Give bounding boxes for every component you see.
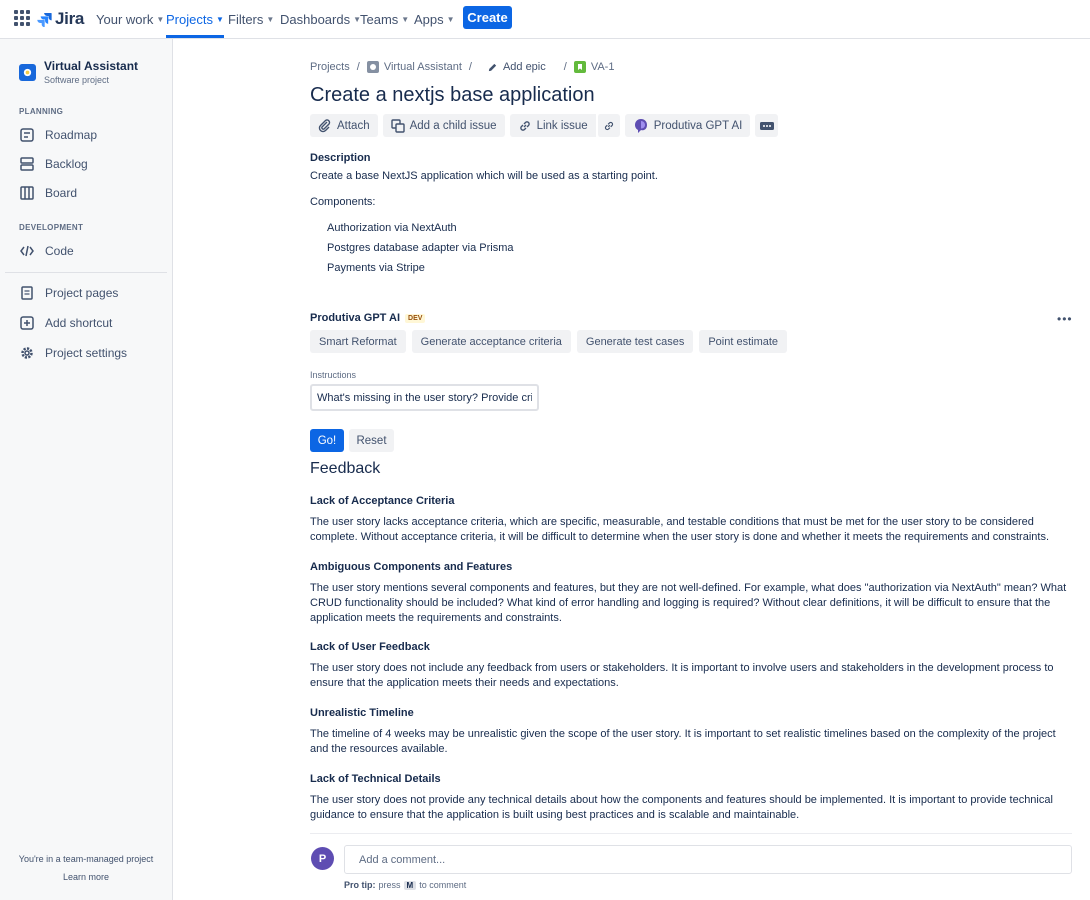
planning-section-label: PLANNING <box>19 107 64 116</box>
pro-tip-press: press <box>378 880 401 890</box>
components-label: Components: <box>310 196 376 208</box>
breadcrumb-epic-label: Add epic <box>502 61 546 73</box>
chevron-down-icon: ▼ <box>266 14 275 24</box>
jira-mark-icon <box>37 12 52 27</box>
sidebar-project-name[interactable]: Virtual Assistant <box>44 59 139 73</box>
link-issue-button[interactable] <box>510 114 596 137</box>
gpt-panel-title: Produtiva GPT AI <box>310 312 401 324</box>
chevron-down-icon: ▼ <box>446 14 455 24</box>
feedback-heading: Unrealistic Timeline <box>310 707 414 719</box>
nav-apps[interactable] <box>414 0 455 38</box>
chevron-down-icon: ▼ <box>156 14 165 24</box>
avatar[interactable]: P <box>311 847 334 870</box>
instructions-label: Instructions <box>310 370 357 380</box>
generate-acceptance-criteria-button[interactable]: Generate acceptance criteria <box>412 330 571 353</box>
child-issue-icon <box>391 119 405 133</box>
breadcrumb-add-epic[interactable] <box>487 61 546 73</box>
sidebar <box>0 39 173 900</box>
link-issue-label: Link issue <box>536 119 588 132</box>
sidebar-item-label: Project settings <box>45 346 128 360</box>
sidebar-item-roadmap[interactable] <box>19 125 97 145</box>
generate-test-cases-button[interactable]: Generate test cases <box>577 330 693 353</box>
gpt-actions <box>310 330 787 353</box>
nav-label: Dashboards <box>280 11 351 27</box>
pro-tip-label: Pro tip: <box>344 880 376 890</box>
feedback-text: The user story mentions several components and features, but they are not well-defined. For example, what does "authorization via NextAuth" mean? What CRUD functionality should be included? What kind of error handling and logging is required? Without clear definitions, it will be difficult to ensure that the application meets the requirements and constraints. <box>310 582 1067 624</box>
sidebar-project-type: Software project <box>44 75 110 85</box>
breadcrumb-issue-key: VA-1 <box>590 61 615 73</box>
add-child-issue-label: Add a child issue <box>409 119 497 132</box>
divider <box>310 833 1072 834</box>
keyboard-key: M <box>404 881 417 890</box>
sidebar-item-add-shortcut[interactable] <box>19 313 112 333</box>
shortcut-icon <box>19 315 35 331</box>
sidebar-item-label: Add shortcut <box>45 316 113 330</box>
sidebar-item-label: Board <box>45 186 78 200</box>
smart-reformat-button[interactable]: Smart Reformat <box>310 330 406 353</box>
feedback-heading: Lack of User Feedback <box>310 641 430 653</box>
sidebar-item-project-pages[interactable] <box>19 283 118 303</box>
gear-icon <box>19 345 35 361</box>
breadcrumb-projects[interactable]: Projects <box>310 61 350 73</box>
app-switcher-icon[interactable] <box>14 10 30 26</box>
jira-logo-text: Jira <box>55 9 85 28</box>
nav-dashboards[interactable] <box>280 0 361 38</box>
feedback-text: The user story does not provide any technical details about how the components and features should be implemented. It is important to provide technical guidance to ensure that the application is built using best practices and is scalable and maintainable. <box>310 794 1053 821</box>
description-label: Description <box>310 152 371 164</box>
web-link-icon <box>603 120 615 132</box>
breadcrumb <box>310 60 614 74</box>
breadcrumb-separator: / <box>563 61 567 73</box>
roadmap-icon <box>19 127 35 143</box>
sidebar-item-project-settings[interactable] <box>19 343 127 363</box>
link-icon <box>518 119 532 133</box>
attach-button[interactable] <box>310 114 378 137</box>
sidebar-item-label: Roadmap <box>45 128 98 142</box>
feedback-heading: Ambiguous Components and Features <box>310 561 513 573</box>
produtiva-logo-icon <box>633 118 649 134</box>
comment-placeholder: Add a comment... <box>359 853 446 866</box>
feedback-text: The user story lacks acceptance criteria, which are specific, measurable, and testable conditions that must be met for the user story to be considered complete. Without acceptance criteria, it will be difficult to determine when the user story is done and whether it meets the requirements and constraints. <box>310 516 1049 543</box>
dev-badge: DEV <box>405 314 425 323</box>
feedback-heading: Lack of Acceptance Criteria <box>310 495 455 507</box>
produtiva-gpt-button[interactable] <box>625 114 751 137</box>
pencil-icon <box>487 62 498 73</box>
nav-projects[interactable] <box>166 0 224 38</box>
feedback-text: The user story does not include any feedback from users or stakeholders. It is important to involve users and stakeholders in the development process to ensure that the application meets their needs and expectations. <box>310 662 1054 689</box>
nav-teams[interactable] <box>360 0 409 38</box>
reset-button[interactable]: Reset <box>349 429 394 452</box>
attach-label: Attach <box>337 119 370 132</box>
project-avatar-icon <box>19 64 36 81</box>
nav-label: Filters <box>228 11 264 27</box>
breadcrumb-project[interactable] <box>367 61 462 73</box>
pro-tip <box>344 880 466 890</box>
nav-your-work[interactable] <box>96 0 164 38</box>
feedback-text: The timeline of 4 weeks may be unrealistic given the scope of the user story. It is important to set realistic timelines based on the complexity of the project and the resources available. <box>310 728 1056 755</box>
list-item: Authorization via NextAuth <box>327 222 457 234</box>
list-item: Postgres database adapter via Prisma <box>327 242 514 254</box>
nav-label: Apps <box>414 11 444 27</box>
nav-label: Projects <box>166 11 213 27</box>
project-avatar-icon <box>367 61 379 73</box>
sidebar-divider <box>5 272 167 273</box>
pro-tip-rest: to comment <box>419 880 467 890</box>
sidebar-item-label: Code <box>45 244 74 258</box>
create-button[interactable]: Create <box>463 6 512 29</box>
breadcrumb-issue[interactable] <box>574 61 615 73</box>
pages-icon <box>19 285 35 301</box>
sidebar-item-code[interactable] <box>19 241 74 261</box>
chevron-down-icon: ▼ <box>215 14 224 24</box>
list-item: Payments via Stripe <box>327 262 425 274</box>
team-managed-text: You're in a team-managed project <box>18 854 154 864</box>
instructions-input[interactable] <box>310 384 539 411</box>
description-text[interactable]: Create a base NextJS application which will be used as a starting point. <box>310 170 658 182</box>
story-icon <box>574 61 586 73</box>
add-child-issue-button[interactable] <box>383 114 505 137</box>
sidebar-item-label: Backlog <box>45 157 88 171</box>
issue-toolbar <box>310 114 778 137</box>
sidebar-item-board[interactable] <box>19 183 77 203</box>
nav-label: Your work <box>96 11 154 27</box>
top-navigation <box>0 0 1090 39</box>
code-icon <box>19 243 35 259</box>
nav-filters[interactable] <box>228 0 274 38</box>
produtiva-gpt-label: Produtiva GPT AI <box>653 119 743 132</box>
breadcrumb-separator: / <box>468 61 472 73</box>
sidebar-item-label: Project pages <box>45 286 119 300</box>
chevron-down-icon: ▼ <box>401 14 410 24</box>
more-options-icon[interactable]: ••• <box>1057 312 1073 326</box>
link-options-button[interactable] <box>597 114 620 137</box>
jira-logo[interactable] <box>37 9 84 29</box>
feedback-heading: Lack of Technical Details <box>310 773 441 785</box>
apps-grid-icon <box>760 121 774 131</box>
learn-more-link[interactable]: Learn more <box>62 872 110 882</box>
chevron-down-icon: ▼ <box>353 14 362 24</box>
feedback-title: Feedback <box>310 460 381 477</box>
paperclip-icon <box>318 119 332 133</box>
apps-button[interactable] <box>755 114 778 137</box>
gpt-panel-header <box>310 312 425 324</box>
issue-title[interactable]: Create a nextjs base application <box>310 84 595 106</box>
breadcrumb-project-label: Virtual Assistant <box>383 61 462 73</box>
backlog-icon <box>19 156 35 172</box>
development-section-label: DEVELOPMENT <box>19 223 84 232</box>
nav-label: Teams <box>360 11 399 27</box>
point-estimate-button[interactable]: Point estimate <box>699 330 787 353</box>
board-icon <box>19 185 35 201</box>
go-button[interactable]: Go! <box>310 429 344 452</box>
breadcrumb-separator: / <box>356 61 360 73</box>
comment-input[interactable] <box>344 845 1072 874</box>
sidebar-item-backlog[interactable] <box>19 154 88 174</box>
